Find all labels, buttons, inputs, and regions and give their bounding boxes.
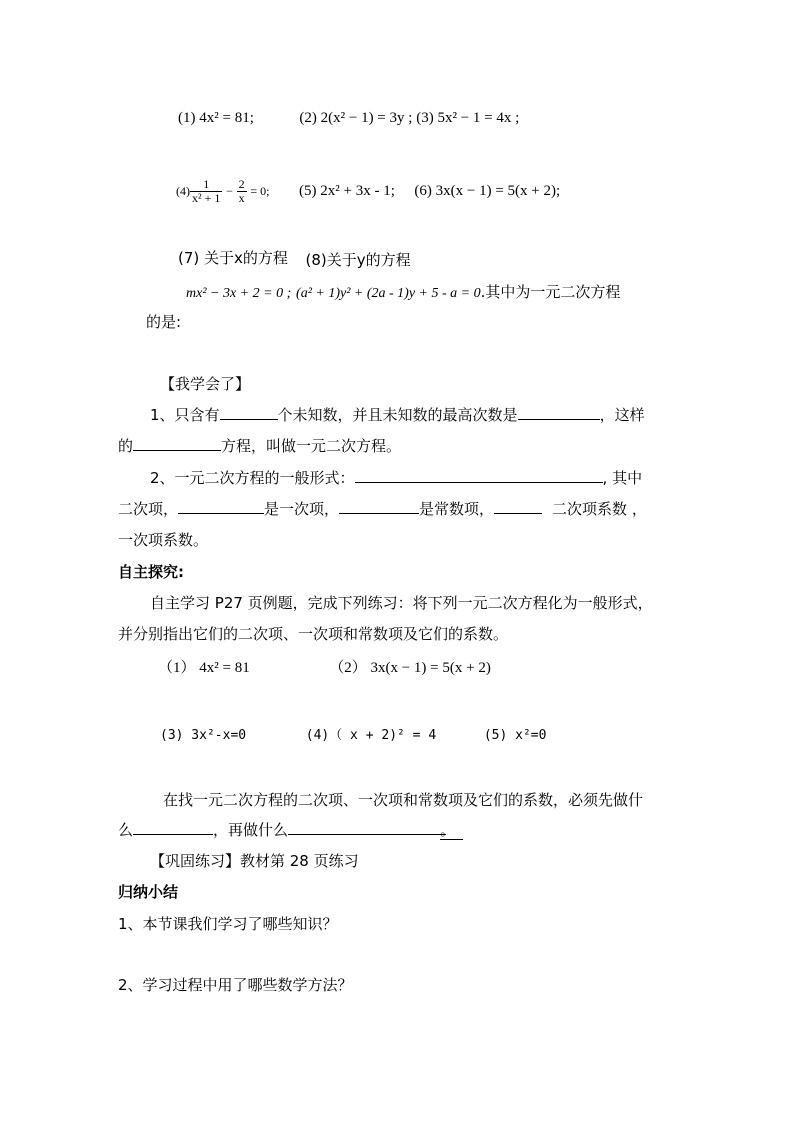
exercise-4-rest: = 0; [250, 184, 270, 198]
explore-heading: 自主探究: [118, 563, 184, 581]
exercise-row-4-tail: .其中为一元二次方程 [480, 283, 621, 301]
exercise-8-equation: (a² + 1)y² + (2a - 1)y + 5 - a = 0 [296, 286, 481, 301]
blank-do-then[interactable] [288, 820, 446, 835]
exercise-1: (1) 4x² = 81; [178, 110, 254, 126]
exercise-row-1 [178, 108, 519, 128]
exercise-3: ; (3) 5x² − 1 = 4x ; [408, 110, 520, 126]
exercise-row-5: 的是: [146, 313, 182, 331]
exercise-5: (5) 2x² + 3x - 1; [299, 183, 395, 199]
explore-note-2-end: 。 [440, 820, 463, 840]
summary-question-1: 1、本节课我们学习了哪些知识？ [118, 915, 338, 933]
summary-heading: 归纳小结 [118, 883, 179, 901]
learned-q2-line2: 二次项， 是一次项， 是常数项， 二次项系数 ， [118, 500, 647, 518]
explore-problems-row-2 [160, 726, 546, 746]
explore-problem-1: （1） 4x² = 81 [158, 660, 250, 676]
blank-quadratic-term[interactable] [178, 499, 264, 514]
blank-equation-type[interactable] [133, 436, 221, 451]
explore-note-2: 么 ，再做什么 [118, 820, 446, 840]
learned-q1-line1: 1、只含有 个未知数，并且未知数的最高次数是 ，这样 [150, 406, 645, 424]
learned-q1-line2: 的 方程，叫做一元二次方程。 [118, 437, 402, 455]
learned-heading: 【我学会了】 [160, 375, 251, 393]
learned-q2-line3: 一次项系数。 [118, 531, 209, 549]
exercise-row-4 [186, 282, 620, 304]
blank-highest-degree[interactable] [518, 405, 600, 420]
explore-problem-3: (3) 3x²-x=0 [160, 728, 247, 743]
blank-linear-term[interactable] [339, 499, 419, 514]
explore-problem-4: (4)（ x + 2)² = 4 [305, 728, 437, 743]
blank-general-form[interactable] [355, 468, 603, 483]
exercise-4-fraction-1: $\frac{1}{\text{x² + 1}}$ [192, 177, 221, 206]
exercise-4-fraction-2: $\frac{2}{x}$ [238, 177, 245, 206]
explore-note-1: 在找一元二次方程的二次项、一次项和常数项及它们的系数，必须先做什 [163, 791, 644, 809]
blank-do-first[interactable] [133, 820, 213, 835]
exercise-row-2 [176, 176, 560, 206]
explore-intro-1: 自主学习 P27 页例题，完成下列练习：将下列一元二次方程化为一般形式， [150, 594, 653, 612]
exercise-4-minus: − [226, 184, 233, 198]
explore-problems-row-1 [158, 658, 491, 678]
blank-constant-term[interactable] [494, 499, 542, 514]
explore-problem-2: （2） 3x(x − 1) = 5(x + 2) [329, 660, 491, 676]
explore-intro-2: 并分别指出它们的二次项、一次项和常数项及它们的系数。 [118, 625, 509, 643]
blank-unknown-count[interactable] [220, 405, 278, 420]
exercise-7-label: (7) 关于x的方程 [178, 249, 288, 267]
learned-q2-line1: 2、一元二次方程的一般形式： , 其中 [150, 469, 643, 487]
exercise-row-3 [178, 248, 411, 268]
explore-problem-5: (5) x²=0 [483, 728, 547, 743]
exercise-7-equation: mx² − 3x + 2 = 0 ; [186, 286, 292, 301]
exercise-6: (6) 3x(x − 1) = 5(x + 2); [414, 183, 561, 199]
summary-question-2: 2、学习过程中用了哪些数学方法？ [118, 976, 353, 994]
exercise-4-prefix: (4) [176, 184, 190, 198]
exercise-8-label: (8)关于y的方程 [305, 251, 411, 269]
practice-line: 【巩固练习】教材第 28 页练习 [150, 852, 359, 870]
exercise-2: (2) 2(x² − 1) = 3y [299, 110, 405, 126]
